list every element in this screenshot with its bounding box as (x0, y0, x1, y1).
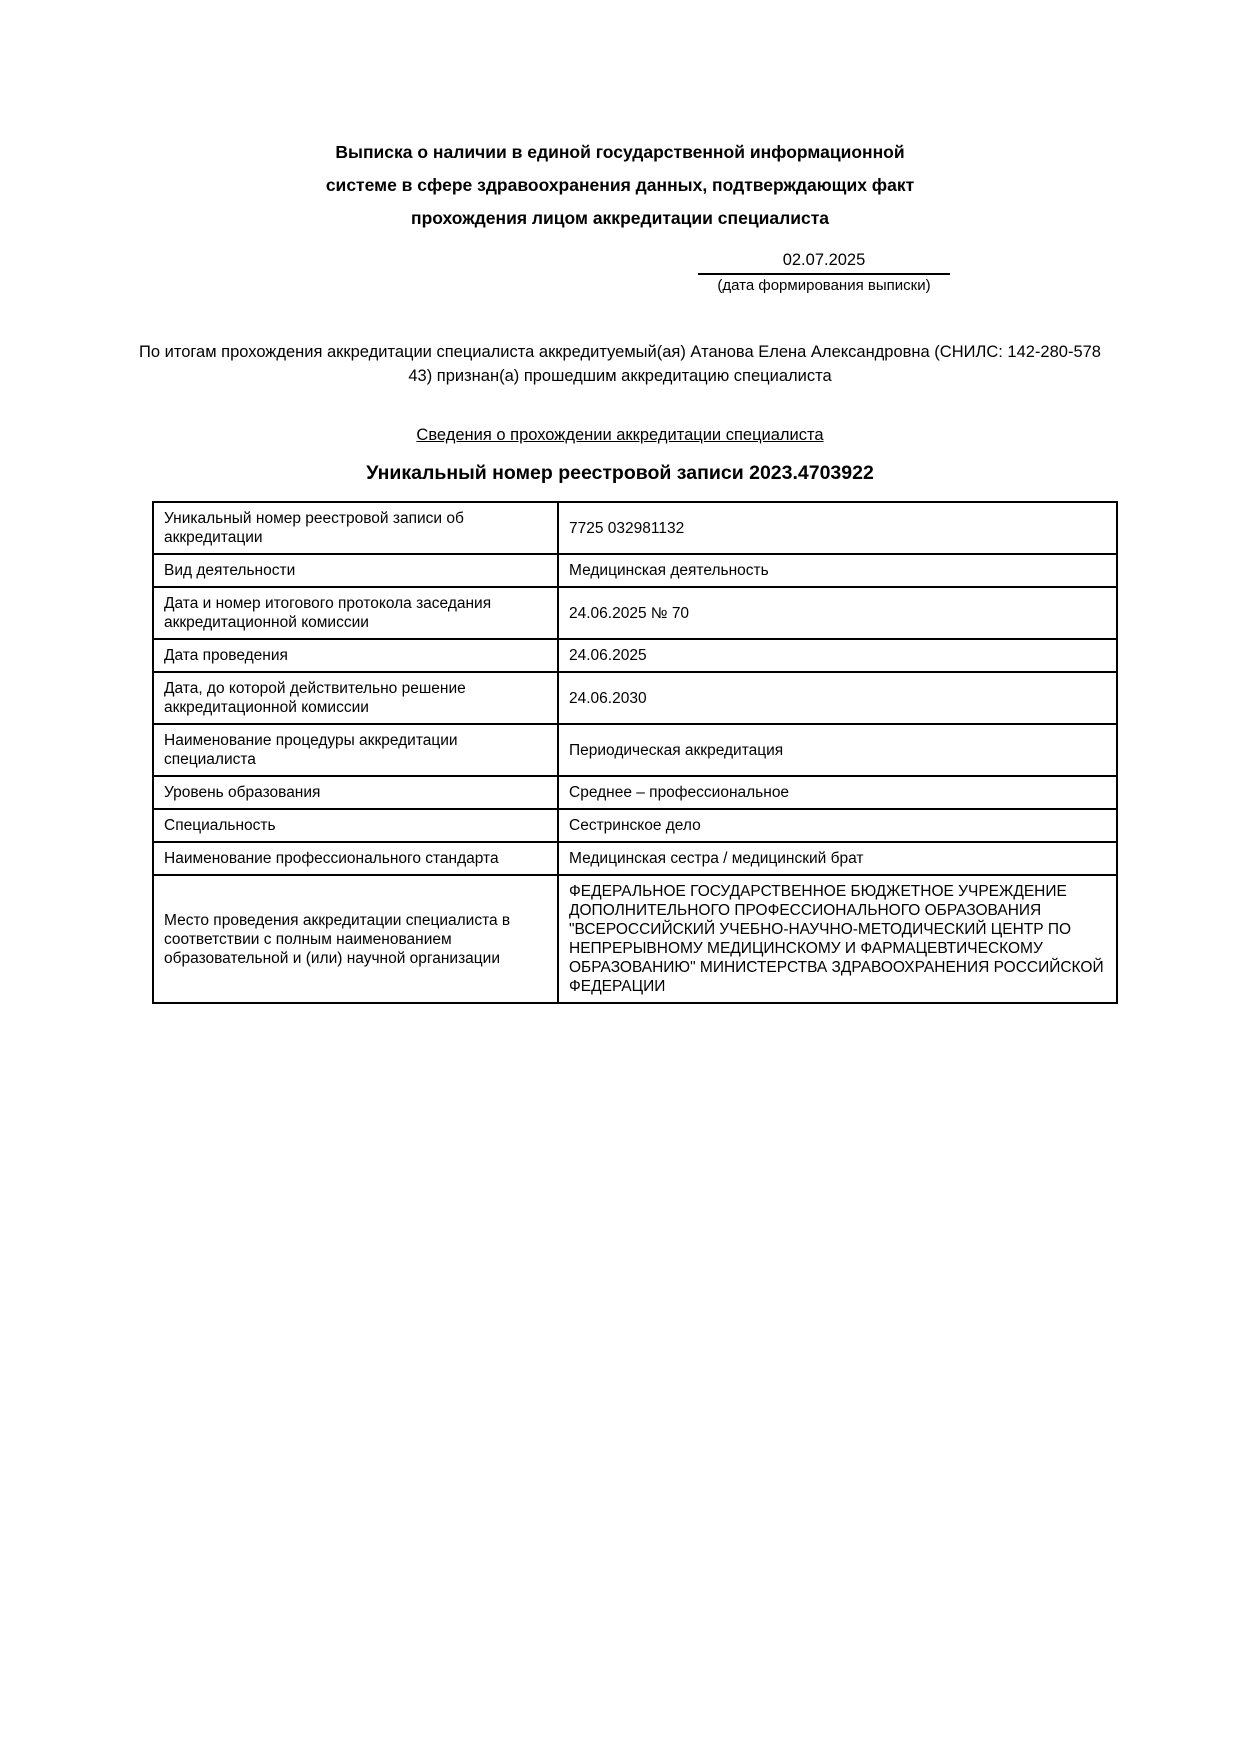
row-value: Медицинская сестра / медицинский брат (558, 842, 1117, 875)
accreditation-table (152, 501, 1118, 1004)
row-label: Уровень образования (153, 776, 558, 809)
row-value: ФЕДЕРАЛЬНОЕ ГОСУДАРСТВЕННОЕ БЮДЖЕТНОЕ УЧРЕЖДЕНИЕ ДОПОЛНИТЕЛЬНОГО ПРОФЕССИОНАЛЬНОГО ОБРАЗОВАНИЯ "ВСЕРОССИЙСКИЙ УЧЕБНО-НАУЧНО-МЕТОДИЧЕСКИЙ ЦЕНТР ПО НЕПРЕРЫВНОМУ МЕДИЦИНСКОМУ И ФАРМАЦЕВТИЧЕСКОМУ ОБРАЗОВАНИЮ" МИНИСТЕРСТВА ЗДРАВООХРАНЕНИЯ РОССИЙСКОЙ ФЕДЕРАЦИИ (558, 875, 1117, 1003)
table-row (153, 639, 1117, 672)
formation-date-value: 02.07.2025 (698, 251, 950, 275)
row-label: Специальность (153, 809, 558, 842)
row-value: 7725 032981132 (558, 502, 1117, 554)
row-label: Наименование профессионального стандарта (153, 842, 558, 875)
table-row (153, 554, 1117, 587)
table-row (153, 809, 1117, 842)
row-label: Наименование процедуры аккредитации специалиста (153, 724, 558, 776)
row-label: Дата и номер итогового протокола заседания аккредитационной комиссии (153, 587, 558, 639)
document-title-line-1: Выписка о наличии в единой государственной информационной (335, 142, 905, 162)
row-value: 24.06.2030 (558, 672, 1117, 724)
document-title-line-3: прохождения лицом аккредитации специалиста (411, 208, 829, 228)
row-label: Дата, до которой действительно решение аккредитационной комиссии (153, 672, 558, 724)
table-row (153, 875, 1117, 1003)
row-label: Уникальный номер реестровой записи об аккредитации (153, 502, 558, 554)
row-value: Периодическая аккредитация (558, 724, 1117, 776)
formation-date-caption: (дата формирования выписки) (717, 277, 931, 294)
table-row (153, 776, 1117, 809)
intro-line-2: 43) признан(а) прошедшим аккредитацию специалиста (408, 367, 832, 385)
row-value: Среднее – профессиональное (558, 776, 1117, 809)
table-row (153, 502, 1117, 554)
row-value: Медицинская деятельность (558, 554, 1117, 587)
row-label: Дата проведения (153, 639, 558, 672)
document-title-line-2: системе в сфере здравоохранения данных, подтверждающих факт (325, 175, 915, 195)
intro-line-1: По итогам прохождения аккредитации специалиста аккредитуемый(ая) Атанова Елена Александровна (СНИЛС: 142-280-578 (139, 343, 1101, 361)
row-value: 24.06.2025 № 70 (558, 587, 1117, 639)
intro-paragraph (0, 340, 1240, 388)
table-row (153, 724, 1117, 776)
row-label: Место проведения аккредитации специалиста в соответствии с полным наименованием образовательной и (или) научной организации (153, 875, 558, 1003)
formation-date-block (698, 251, 950, 294)
row-value: Сестринское дело (558, 809, 1117, 842)
document-title (0, 0, 1240, 235)
row-value: 24.06.2025 (558, 639, 1117, 672)
table-row (153, 672, 1117, 724)
section-heading: Сведения о прохождении аккредитации специалиста (416, 426, 824, 444)
registry-number-heading: Уникальный номер реестровой записи 2023.4703922 (366, 462, 874, 484)
row-label: Вид деятельности (153, 554, 558, 587)
table-row (153, 587, 1117, 639)
table-row (153, 842, 1117, 875)
